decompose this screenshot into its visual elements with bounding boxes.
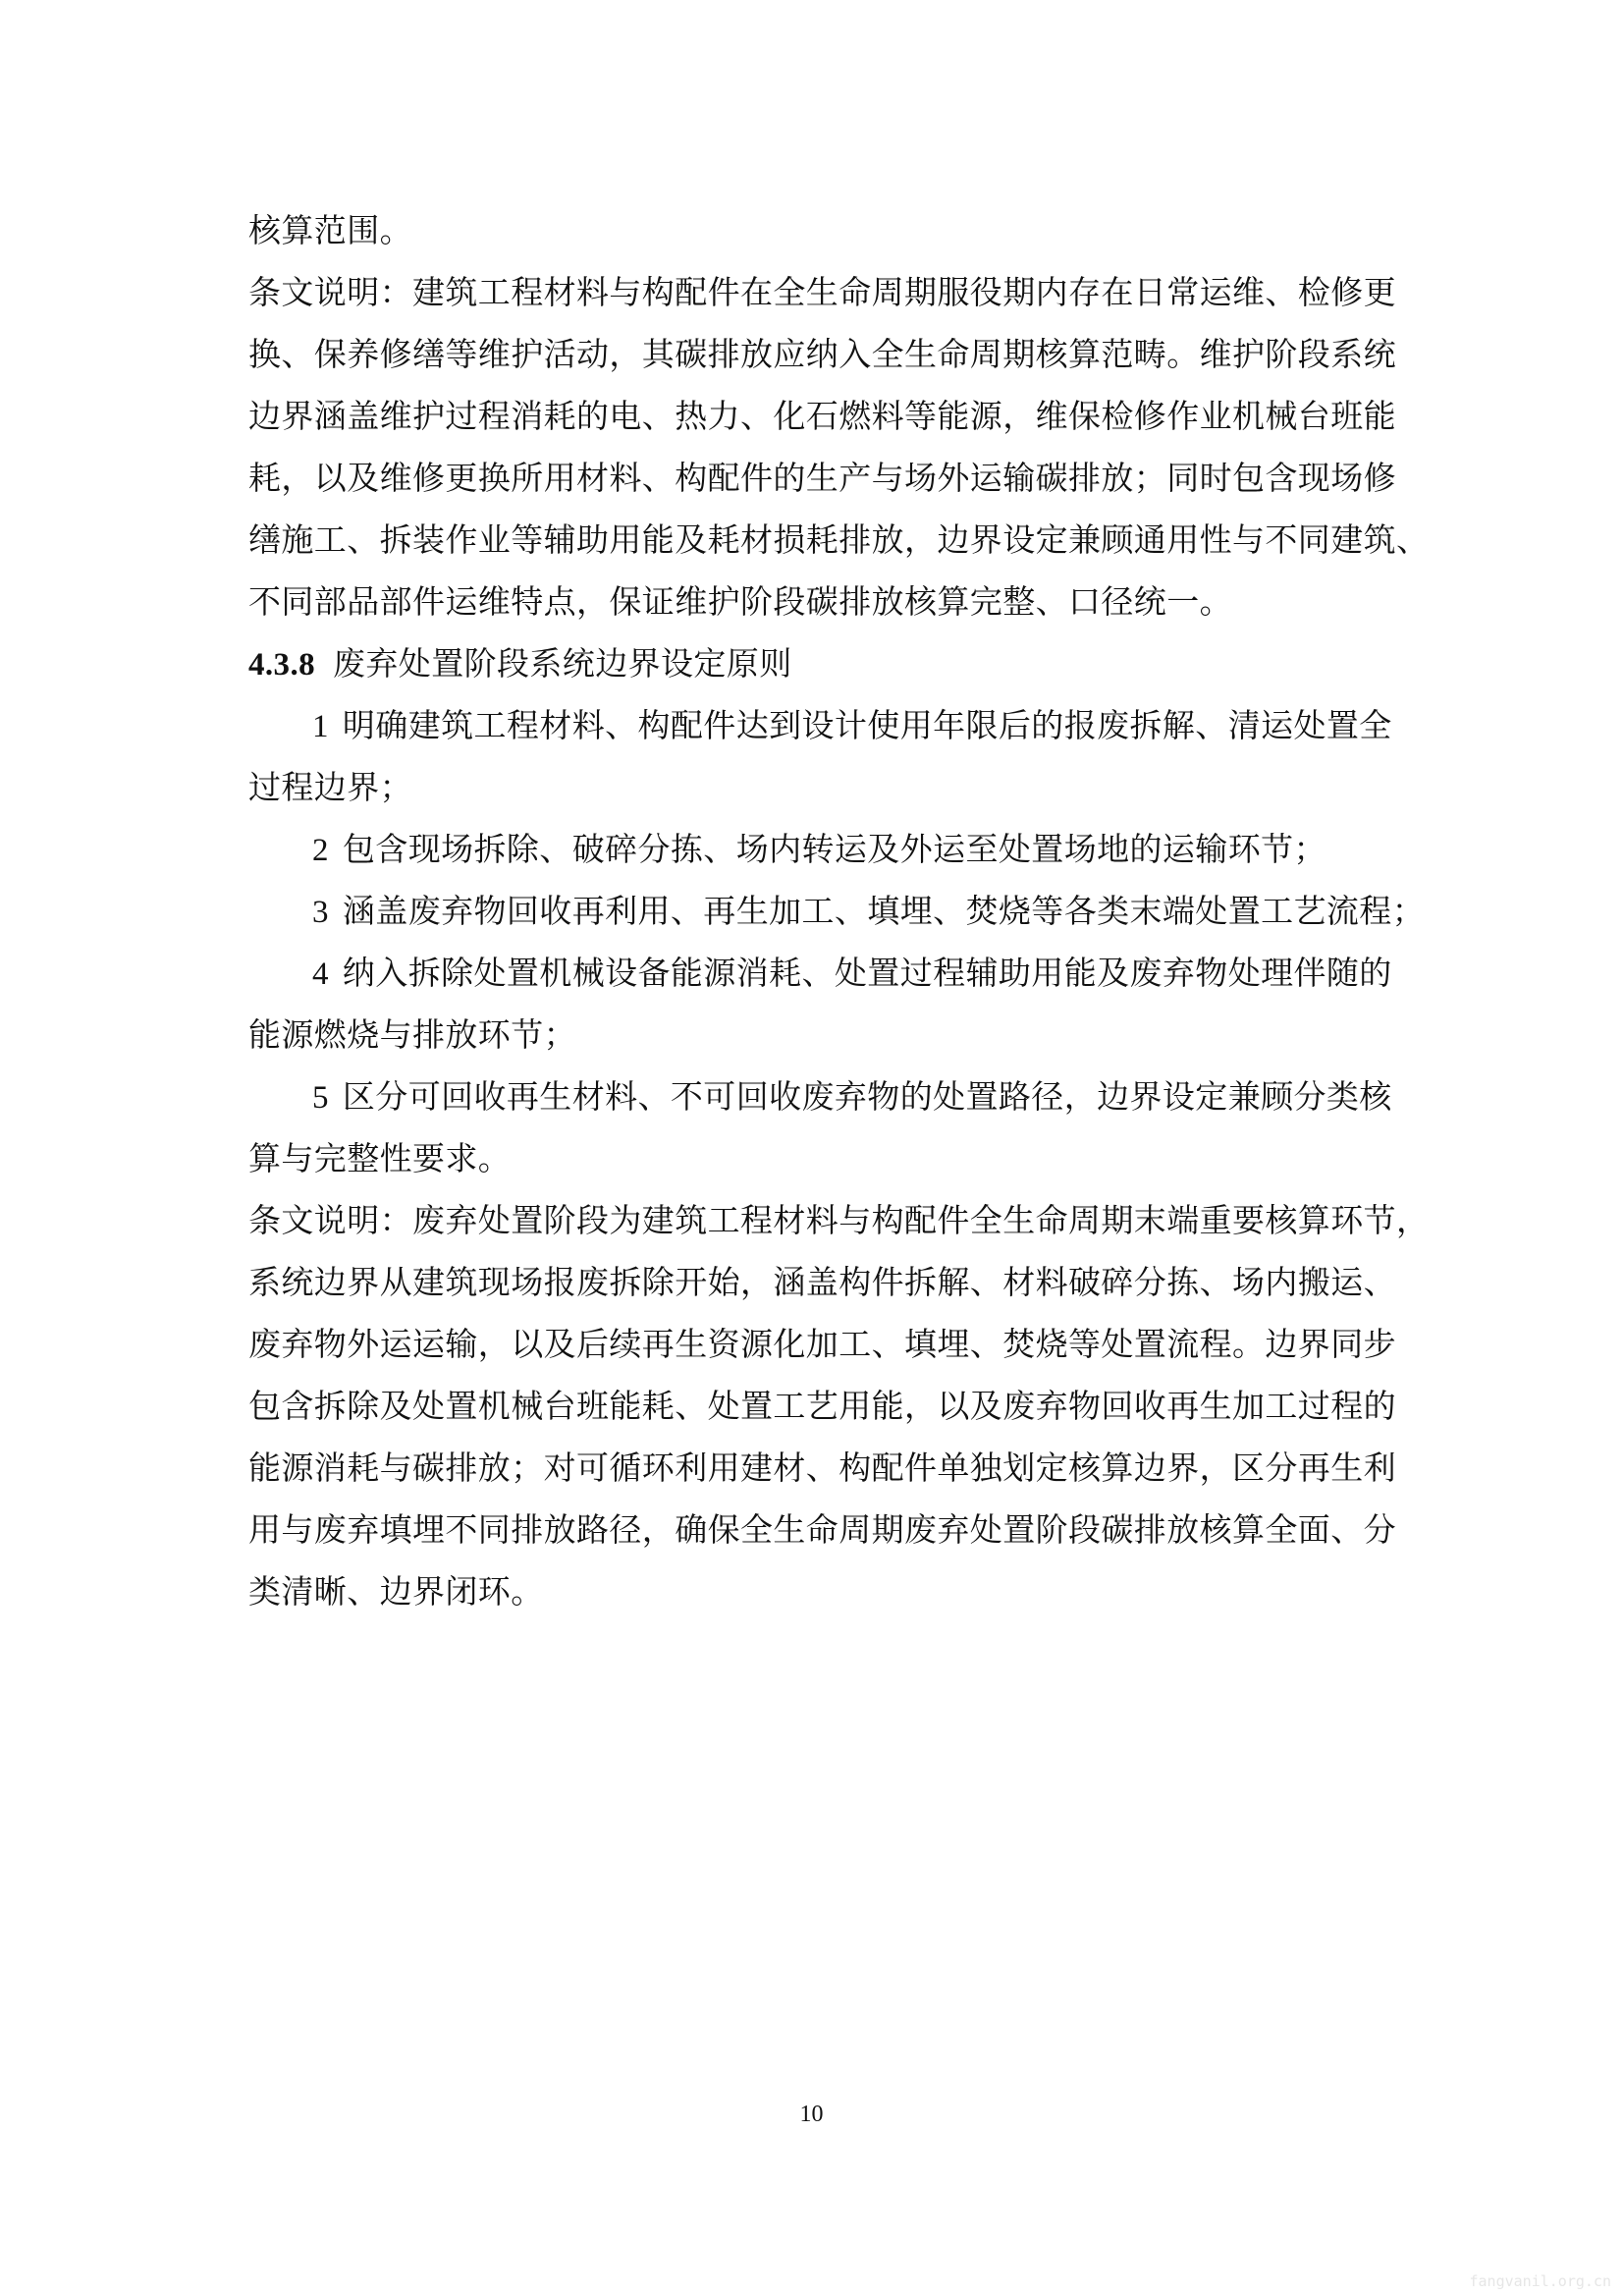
explanation-line: 用与废弃填埋不同排放路径，确保全生命周期废弃处置阶段碳排放核算全面、分: [248, 1510, 1396, 1549]
section-title: 废弃处置阶段系统边界设定原则: [333, 644, 792, 683]
list-item-continuation: 过程边界；: [248, 768, 412, 806]
paragraph-line: 换、保养修缮等维护活动，其碳排放应纳入全生命周期核算范畴。维护阶段系统: [248, 335, 1396, 373]
list-item-number: 4: [312, 957, 329, 992]
paragraph-line: 核算范围。: [248, 211, 412, 249]
list-item: [312, 952, 1451, 996]
explanation-line: 废弃物外运运输，以及后续再生资源化加工、填埋、焚烧等处置流程。边界同步: [248, 1325, 1396, 1363]
list-item-text: 区分可回收再生材料、不可回收废弃物的处置路径，边界设定兼顾分类核: [342, 1077, 1392, 1116]
explanation-line: 包含拆除及处置机械台班能耗、处置工艺用能，以及废弃物回收再生加工过程的: [248, 1387, 1396, 1425]
list-item: [312, 890, 1451, 934]
list-item-text: 纳入拆除处置机械设备能源消耗、处置过程辅助用能及废弃物处理伴随的: [342, 954, 1392, 992]
paragraph-line: 条文说明：建筑工程材料与构配件在全生命周期服役期内存在日常运维、检修更: [248, 273, 1396, 311]
list-item: [312, 1075, 1451, 1120]
list-item-text: 包含现场拆除、破碎分拣、场内转运及外运至处置场地的运输环节；: [342, 830, 1326, 868]
explanation-line: 条文说明：废弃处置阶段为建筑工程材料与构配件全生命周期末端重要核算环节，: [248, 1201, 1430, 1239]
explanation-line: 系统边界从建筑现场报废拆除开始，涵盖构件拆解、材料破碎分拣、场内搬运、: [248, 1263, 1396, 1301]
page-number: 10: [799, 2102, 824, 2127]
list-item-text: 涵盖废弃物回收再利用、再生加工、填埋、焚烧等各类末端处置工艺流程；: [342, 892, 1426, 930]
list-item-number: 5: [312, 1080, 329, 1116]
list-item-number: 1: [312, 709, 329, 744]
list-item-continuation: 算与完整性要求。: [248, 1139, 512, 1177]
list-item-continuation: 能源燃烧与排放环节；: [248, 1015, 576, 1054]
list-item: [312, 828, 1451, 872]
list-item-text: 明确建筑工程材料、构配件达到设计使用年限后的报废拆解、清运处置全: [342, 706, 1392, 744]
section-heading: [248, 642, 1387, 686]
list-item-number: 2: [312, 833, 329, 868]
explanation-line: 能源消耗与碳排放；对可循环利用建材、构配件单独划定核算边界，区分再生利: [248, 1449, 1396, 1487]
list-item: [312, 704, 1451, 748]
paragraph-line: 耗，以及维修更换所用材料、构配件的生产与场外运输碳排放；同时包含现场修: [248, 459, 1396, 497]
explanation-line: 类清晰、边界闭环。: [248, 1572, 544, 1611]
paragraph-line: 不同部品部件运维特点，保证维护阶段碳排放核算完整、口径统一。: [248, 582, 1232, 621]
watermark: fangvanil.org.cn: [1469, 2272, 1611, 2290]
paragraph-line: 边界涵盖维护过程消耗的电、热力、化石燃料等能源，维保检修作业机械台班能: [248, 397, 1396, 435]
list-item-number: 3: [312, 895, 329, 930]
paragraph-line: 缮施工、拆装作业等辅助用能及耗材损耗排放，边界设定兼顾通用性与不同建筑、: [248, 520, 1430, 559]
section-number: 4.3.8: [248, 647, 315, 683]
